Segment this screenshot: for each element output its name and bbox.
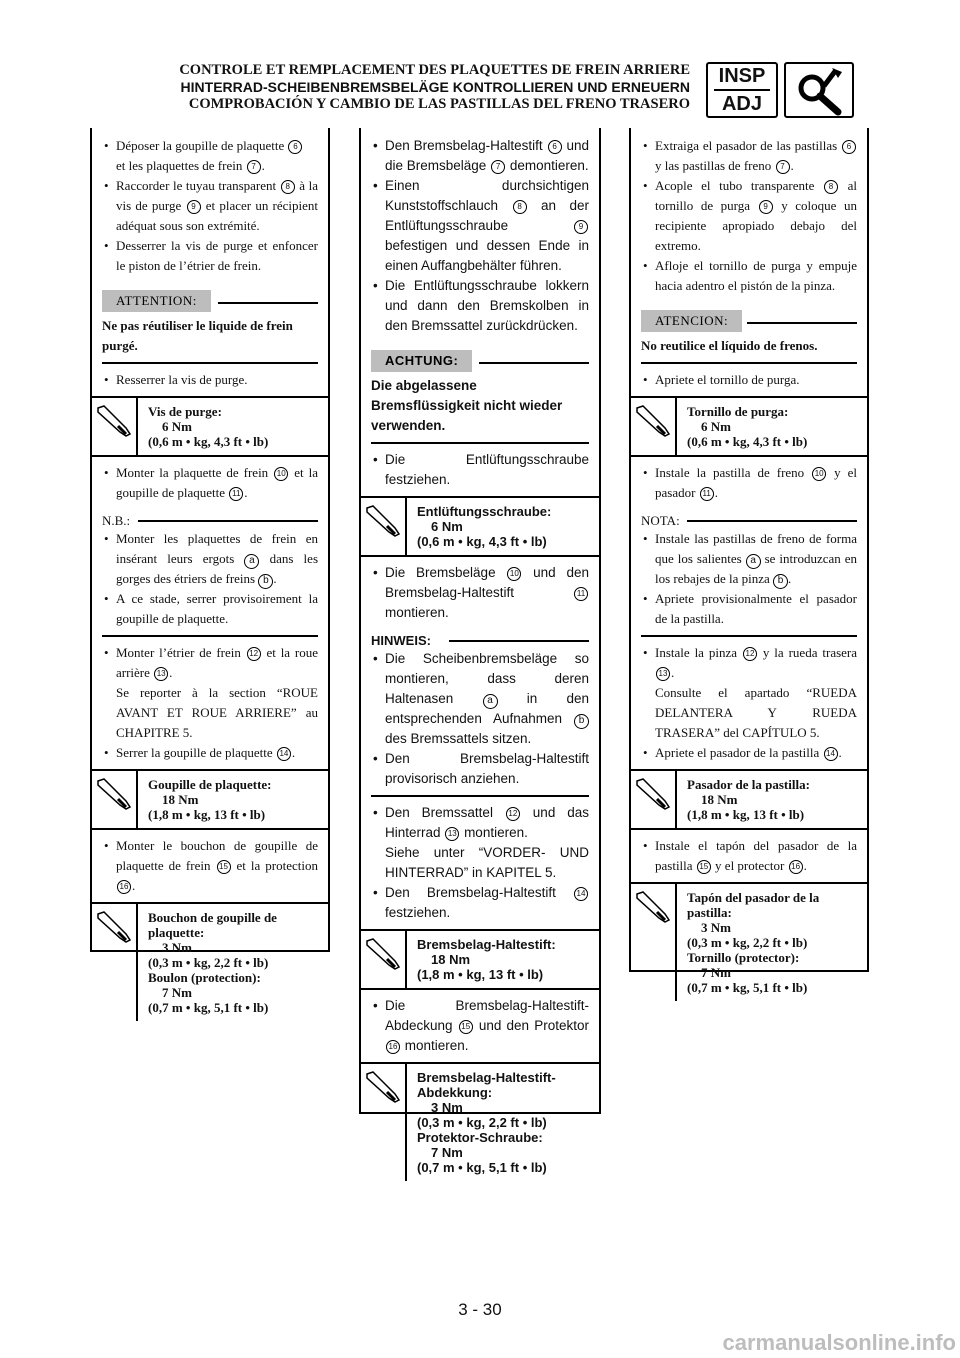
torque-label: Goupille de plaquette:	[148, 777, 272, 792]
list-item: • Raccorder le tuyau transparent 8 à la vis de purge 9 et placer un récipient adéquat sous son extrémité.	[102, 176, 318, 236]
torque-spec-box: Tornillo de purga: 6 Nm (0,6 m • kg, 4,3 ft • lb)	[631, 396, 867, 457]
note-label: NOTA:	[641, 513, 680, 528]
note-header	[371, 631, 589, 649]
torque-wrench-icon	[92, 398, 138, 455]
torque-wrench-icon	[631, 398, 677, 455]
warning-text: Die abgelassene Bremsflüssigkeit nicht wieder verwenden.	[371, 378, 563, 433]
torque-wrench-icon	[361, 931, 407, 988]
list-item: • Instale la pastilla de freno 10 y el pasador 11 .	[641, 463, 857, 503]
list-item: • Monter la plaquette de frein 10 et la goupille de plaquette 11 .	[102, 463, 318, 503]
list-item: • Den Bremsbelag-Haltestift provisorisch anziehen.	[371, 749, 589, 789]
watermark: carmanualsonline.info	[722, 1330, 956, 1355]
torque-label: Bremsbelag-Haltestift-Abdekkung:	[417, 1070, 556, 1100]
torque-spec-box: Entlüftungsschraube: 6 Nm (0,6 m • kg, 4,3 ft • lb)	[361, 496, 599, 557]
list-item: • Instale las pastillas de freno de forma que los salientes a se introduzcan en los rebajes de la pinza b .	[641, 529, 857, 589]
torque-label: Tornillo (protector):	[687, 950, 800, 965]
torque-label: Tornillo de purga:	[687, 404, 789, 419]
torque-label: Bremsbelag-Haltestift:	[417, 937, 556, 952]
list-item: • Monter le bouchon de goupille de plaquette de frein 15 et la protection 16 .	[102, 836, 318, 896]
list-item: • Die Bremsbeläge 10 und den Bremsbelag-Haltestift 11 montieren.	[371, 563, 589, 623]
column-french	[90, 128, 330, 1015]
list-item: • Den Bremsbelag-Haltestift 14 festziehen.	[371, 883, 589, 923]
warning-label: ATENCION:	[641, 310, 742, 332]
torque-spec-box: Tapón del pasador de la pastilla: 3 Nm (0,3 m • kg, 2,2 ft • lb) Tornillo (protector): 7 Nm (0,7 m • kg, 5,1 ft • lb)	[631, 882, 867, 1001]
torque-label: Vis de purge:	[148, 404, 222, 419]
title-de: HINTERRAD-SCHEIBENBREMSBELÄGE KONTROLLIEREN UND ERNEUERN	[180, 79, 690, 95]
note-list	[371, 649, 589, 789]
torque-spec-box: Goupille de plaquette: 18 Nm (1,8 m • kg, 13 ft • lb)	[92, 769, 328, 830]
list-item: • Die Bremsbelag-Haltestift-Abdeckung 15 und den Protektor 16 montieren.	[371, 996, 589, 1056]
list-item: • Serrer la goupille de plaquette 14 .	[102, 743, 318, 763]
list-item: • Die Scheibenbremsbeläge so montieren, dass deren Haltenasen a in den entsprechenden Aufnahmen b des Bremssattels sitzen.	[371, 649, 589, 749]
badge-top-text: INSP	[718, 65, 766, 87]
torque-label: Tapón del pasador de la pastilla:	[687, 890, 820, 920]
note-list	[102, 529, 318, 629]
torque-label: Boulon (protection):	[148, 970, 261, 985]
torque-wrench-icon	[631, 771, 677, 828]
torque-spec-box: Pasador de la pastilla: 18 Nm (1,8 m • kg, 13 ft • lb)	[631, 769, 867, 830]
list-item: • Afloje el tornillo de purga y empuje hacia adentro el pistón de la pinza.	[641, 256, 857, 296]
badge-bottom-text: ADJ	[721, 93, 762, 115]
note-header	[102, 511, 318, 529]
warning-header	[371, 350, 589, 372]
torque-label: Entlüftungsschraube:	[417, 504, 552, 519]
list-item: • Monter les plaquettes de frein en insérant leurs ergots a dans les gorges des étriers de freins b .	[102, 529, 318, 589]
column-german	[359, 128, 601, 1175]
list-item: • Desserrer la vis de purge et enfoncer le piston de l’étrier de frein.	[102, 236, 318, 276]
list-item: • Extraiga el pasador de las pastillas 6 y las pastillas de freno 7 .	[641, 136, 857, 176]
torque-wrench-icon	[631, 884, 677, 1001]
torque-wrench-icon	[361, 498, 407, 555]
list-item: • Instale el tapón del pasador de la pastilla 15 y el protector 16 .	[641, 836, 857, 876]
note-label: HINWEIS:	[371, 633, 431, 648]
warning-label: ATTENTION:	[102, 290, 211, 312]
torque-label: Pasador de la pastilla:	[687, 777, 810, 792]
steps-list-1	[102, 136, 318, 276]
title-fr: CONTROLE ET REMPLACEMENT DES PLAQUETTES DE FREIN ARRIERE	[179, 62, 690, 78]
list-item: • Den Bremssattel 12 und das Hinterrad 13 montieren. Siehe unter “VORDER- UND HINTERRAD” in KAPITEL 5.	[371, 803, 589, 883]
list-item: • Die Entlüftungsschraube lokkern und dann den Bremskolben in den Bremssattel zurückdrücken.	[371, 276, 589, 336]
title-es: COMPROBACIÓN Y CAMBIO DE LAS PASTILLAS DEL FRENO TRASERO	[188, 96, 690, 112]
torque-spec-box: Bremsbelag-Haltestift-Abdekkung: 3 Nm (0,3 m • kg, 2,2 ft • lb) Protektor-Schraube: 7 Nm (0,7 m • kg, 5,1 ft • lb)	[361, 1062, 599, 1181]
warning-header	[641, 310, 857, 332]
list-item: • Instale la pinza 12 y la rueda trasera 13 . Consulte el apartado “RUEDA DELANTERA Y RUEDA TRASERA” del CAPÍTULO 5.	[641, 643, 857, 743]
steps-list-1	[371, 136, 589, 336]
insp-adj-badge	[706, 62, 778, 118]
list-item: • Monter l’étrier de frein 12 et la roue arrière 13 . Se reporter à la section “ROUE AVANT ET ROUE ARRIERE” au CHAPITRE 5.	[102, 643, 318, 743]
note-label: N.B.:	[102, 513, 131, 528]
torque-spec-box: Bouchon de goupille de plaquette: 3 Nm (0,3 m • kg, 2,2 ft • lb) Boulon (protection): 7 Nm (0,7 m • kg, 5,1 ft • lb)	[92, 902, 328, 1021]
torque-label: Bouchon de goupille de plaquette:	[148, 910, 277, 940]
note-list	[641, 529, 857, 629]
note-header	[641, 511, 857, 529]
torque-wrench-icon	[92, 771, 138, 828]
list-item: • Déposer la goupille de plaquette 6 et les plaquettes de frein 7 .	[102, 136, 318, 176]
list-item: • Acople el tubo transparente 8 al tornillo de purga 9 y coloque un recipiente apropiado debajo del extremo.	[641, 176, 857, 256]
torque-wrench-icon	[361, 1064, 407, 1181]
warning-label: ACHTUNG:	[371, 350, 472, 372]
torque-wrench-icon	[92, 904, 138, 1021]
list-item: • Apriete provisionalmente el pasador de la pastilla.	[641, 589, 857, 629]
list-item: • Apriete el tornillo de purga.	[641, 370, 857, 390]
torque-spec-box: Vis de purge: 6 Nm (0,6 m • kg, 4,3 ft • lb)	[92, 396, 328, 457]
page-header-titles	[50, 62, 690, 113]
list-item: • Resserrer la vis de purge.	[102, 370, 318, 390]
list-item: • Apriete el pasador de la pastilla 14 .	[641, 743, 857, 763]
torque-label: Protektor-Schraube:	[417, 1130, 543, 1145]
list-item: • A ce stade, serrer provisoirement la goupille de plaquette.	[102, 589, 318, 629]
list-item: • Die Entlüftungsschraube festziehen.	[371, 450, 589, 490]
list-item: • Den Bremsbelag-Haltestift 6 und die Bremsbeläge 7 demontieren.	[371, 136, 589, 176]
column-spanish	[629, 128, 869, 995]
steps-list-1	[641, 136, 857, 296]
warning-header	[102, 290, 318, 312]
page-number: 3 - 30	[458, 1300, 502, 1319]
wrench-screwdriver-icon	[784, 62, 854, 118]
section-badge	[706, 62, 856, 120]
torque-spec-box: Bremsbelag-Haltestift: 18 Nm (1,8 m • kg, 13 ft • lb)	[361, 929, 599, 990]
list-item: • Einen durchsichtigen Kunststoffschlauch 8 an der Entlüftungsschraube 9 befestigen und dessen Ende in einen Auffangbehälter führen.	[371, 176, 589, 276]
warning-text: Ne pas réutiliser le liquide de frein purgé.	[102, 318, 293, 353]
warning-text: No reutilice el líquido de frenos.	[641, 338, 818, 353]
